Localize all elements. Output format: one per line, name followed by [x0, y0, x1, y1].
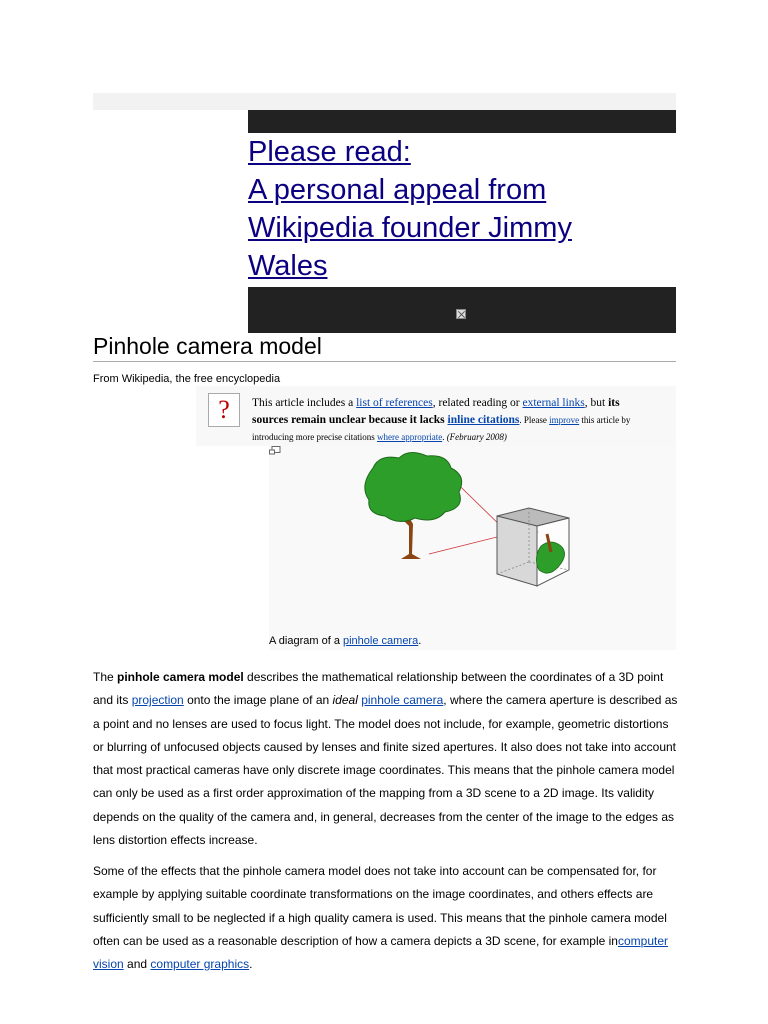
- close-icon[interactable]: [456, 309, 466, 319]
- page-title: Pinhole camera model: [93, 333, 676, 362]
- appeal-line-2: A personal appeal from: [248, 174, 547, 206]
- notice-date: (February 2008): [446, 432, 507, 442]
- para-text: describes the mathematical relationship between the coordinates of a 3D point and its: [93, 670, 664, 708]
- site-notice-bar: [93, 93, 676, 110]
- appeal-line-3: Wikipedia founder Jimmy: [248, 212, 572, 244]
- external-links-link[interactable]: external links: [522, 397, 585, 409]
- para-text: The: [93, 670, 118, 684]
- paragraph-1: [93, 666, 678, 852]
- pinhole-camera-link[interactable]: pinhole camera: [343, 635, 419, 647]
- para-text: .: [249, 957, 253, 972]
- question-mark-icon: ?: [208, 393, 240, 427]
- notice-text: , but: [584, 397, 609, 409]
- where-appropriate-link[interactable]: where appropriate: [376, 432, 443, 442]
- para-text: and: [123, 957, 151, 972]
- caption-text: .: [418, 635, 422, 647]
- computer-graphics-link[interactable]: computer graphics: [150, 957, 250, 972]
- projection-link[interactable]: projection: [131, 693, 184, 708]
- para-bold: pinhole camera model: [117, 670, 244, 684]
- appeal-banner-bottom: [248, 287, 676, 333]
- caption-text: A diagram of a: [269, 635, 343, 647]
- list-of-references-link[interactable]: list of references: [356, 397, 433, 409]
- inline-citations-link[interactable]: inline citations: [447, 414, 520, 426]
- camera-box-icon: [497, 508, 569, 586]
- tree-icon: [365, 452, 462, 559]
- pinhole-diagram[interactable]: [269, 446, 676, 606]
- citation-notice: [196, 386, 676, 446]
- computer-vision-link[interactable]: computer vision: [93, 933, 669, 972]
- appeal-banner-top: [248, 110, 676, 133]
- para-text: Some of the effects that the pinhole camera model does not take into account can be compensated for, for example by applying suitable coordinate transformations on the image coordinates, and others effects are sufficiently small to be neglected if a high quality camera is used. This means that the pinhole camera model often can be used as a reasonable description of how a camera depicts a 3D scene, for example in: [93, 864, 667, 948]
- notice-bold: sources remain unclear because it lacks: [252, 414, 448, 426]
- figure: [269, 446, 676, 650]
- appeal-line-1: Please read:: [248, 136, 411, 168]
- notice-text: .: [442, 432, 447, 442]
- citation-notice-text: [252, 395, 676, 446]
- notice-text: . Please: [519, 415, 550, 425]
- notice-bold: its: [608, 397, 620, 409]
- appeal-link[interactable]: [248, 133, 668, 285]
- notice-text: , related reading or: [432, 397, 523, 409]
- notice-text: This article includes a: [252, 397, 357, 409]
- notice-text: this article by: [579, 415, 631, 425]
- para-italic: ideal: [332, 693, 358, 708]
- site-subtitle: From Wikipedia, the free encyclopedia: [93, 373, 281, 385]
- para-text: , where the camera aperture is described as a point and no lenses are used to focus light. The model does not include, for example, geometric distortions or blurring of unfocused objects caused by lenses and finite sized apertures. It also does not take into account that most practical cameras have only discrete image coordinates. This means that the pinhole camera model can only be used as a first order approximation of the mapping from a 3D scene to a 2D image. Its validity depends on the quality of the camera and, in general, decreases from the center of the image to the edges as lens distortion effects increase.: [93, 693, 678, 848]
- paragraph-2: [93, 860, 678, 976]
- appeal-line-4: Wales: [248, 250, 328, 282]
- notice-text: introducing more precise citations: [252, 432, 377, 442]
- figure-caption: [269, 635, 421, 647]
- pinhole-camera-link[interactable]: pinhole camera: [361, 693, 444, 708]
- para-text: onto the image plane of an: [183, 693, 333, 708]
- improve-link[interactable]: improve: [549, 415, 580, 425]
- magnify-clip-icon[interactable]: [269, 446, 281, 455]
